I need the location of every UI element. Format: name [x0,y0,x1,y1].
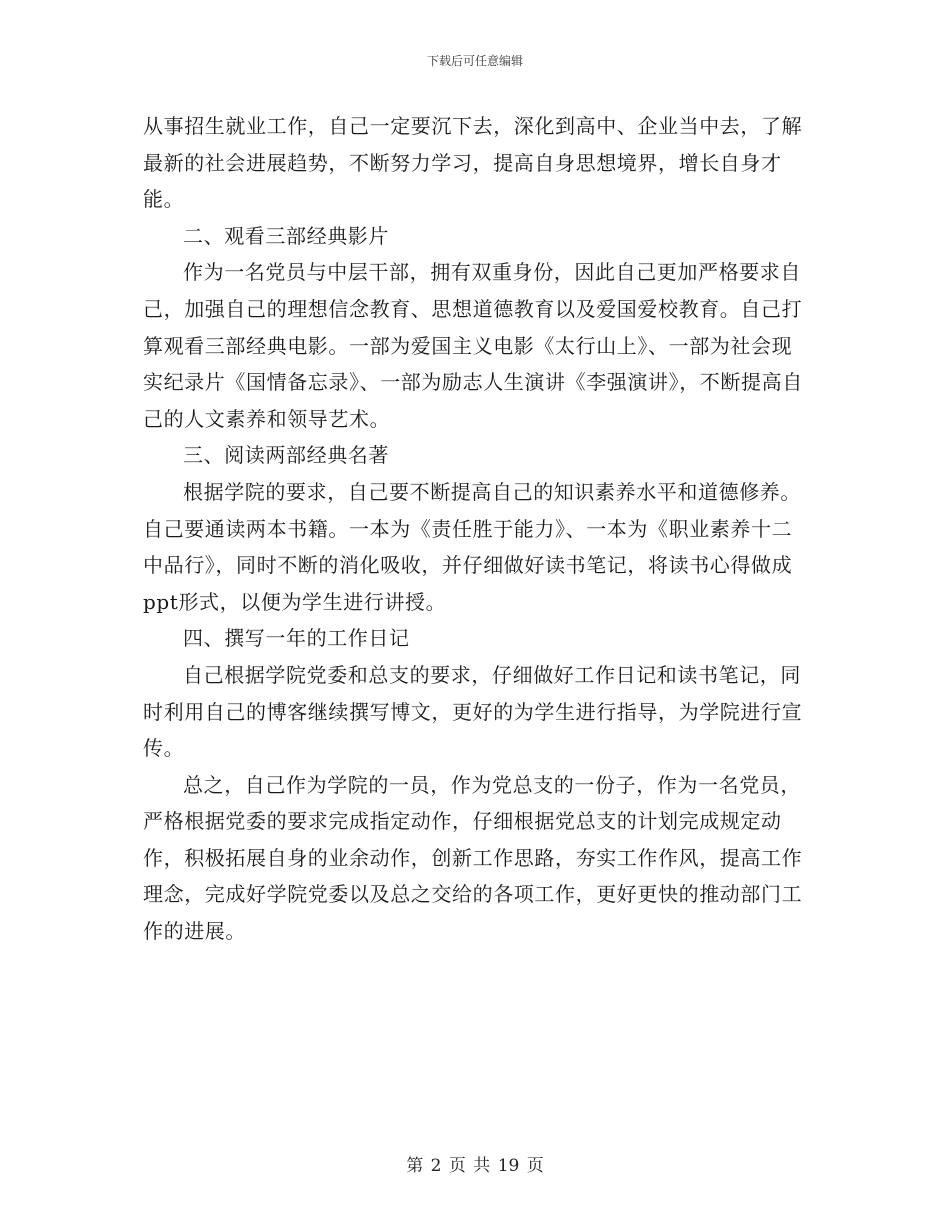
paragraph: 根据学院的要求，自己要不断提高自己的知识素养水平和道德修养。自己要通读两本书籍。一本为《责任胜于能力》、一本为《职业素养十二中品行》，同时不断的消化吸收，并仔细做好读书笔记，将读书心得做成ppt形式，以便为学生进行讲授。 [143,479,801,614]
document-body [143,108,807,950]
paragraph: 总之，自己作为学院的一员，作为党总支的一份子，作为一名党员，严格根据党委的要求完成指定动作，仔细根据党总支的计划完成规定动作，积极拓展自身的业余动作，创新工作思路，夯实工作作风，提高工作理念，完成好学院党委以及总之交给的各项工作，更好更快的推动部门工作的进展。 [143,772,803,944]
section-heading: 三、阅读两部经典名著 [183,443,389,468]
section-heading: 四、撰写一年的工作日记 [183,626,410,651]
paragraph: 作为一名党员与中层干部，拥有双重身份，因此自己更加严格要求自己，加强自己的理想信念教育、思想道德教育以及爱国爱校教育。自己打算观看三部经典电影。一部为爱国主义电影《太行山上》、一部为社会现实纪录片《国情备忘录》、一部为励志人生演讲《李强演讲》，不断提高自己的人文素养和领导艺术。 [143,260,803,431]
section-heading: 二、观看三部经典影片 [183,223,389,248]
paragraph: 自己根据学院党委和总支的要求，仔细做好工作日记和读书笔记，同时利用自己的博客继续撰写博文，更好的为学生进行指导，为学院进行宣传。 [143,662,803,761]
page-number: 第 2 页 共 19 页 [406,1156,544,1176]
paragraph: 从事招生就业工作，自己一定要沉下去，深化到高中、企业当中去，了解最新的社会进展趋势，不断努力学习，提高自身思想境界，增长自身才能。 [143,114,803,212]
page-header: 下载后可任意编辑 [426,54,523,68]
